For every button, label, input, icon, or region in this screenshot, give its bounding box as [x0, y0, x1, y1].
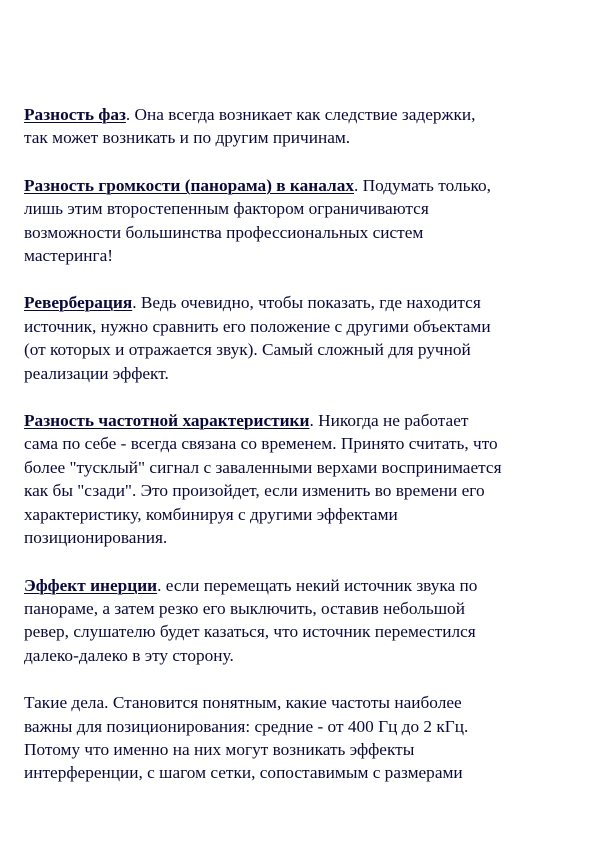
text-line: реализации эффект. — [24, 363, 169, 383]
paragraph-volume-difference — [24, 174, 584, 268]
text-line: далеко-далеко в эту сторону. — [24, 645, 234, 665]
term-heading: Реверберация — [24, 293, 133, 313]
paragraph-inertia-effect — [24, 574, 584, 668]
paragraph-frequency-response — [24, 409, 584, 549]
text-line — [24, 174, 584, 197]
text-line: панораме, а затем резко его выключить, оставив небольшой — [24, 598, 465, 618]
term-heading: Разность частотной характеристики — [24, 411, 310, 431]
text-line: лишь этим второстепенным фактором ограничиваются — [24, 199, 429, 219]
text-line — [24, 103, 584, 126]
text-line: более "тусклый" сигнал с заваленными верхами воспринимается — [24, 457, 502, 477]
text-line: характеристику, комбинируя с другими эффектами — [24, 504, 398, 524]
text-line: ревер, слушателю будет казаться, что источник переместился — [24, 622, 476, 642]
term-heading: Эффект инерции — [24, 575, 158, 595]
text-line: возможности большинства профессиональных систем — [24, 222, 424, 242]
term-heading: Разность фаз — [24, 105, 126, 124]
text-line: мастеринга! — [24, 246, 114, 266]
text-line — [24, 291, 584, 314]
text-run: . Она всегда возникает как следствие задержки, — [125, 105, 476, 124]
text-run: . Подумать только, — [354, 175, 491, 195]
text-line: (от которых и отражается звук). Самый сложный для ручной — [24, 340, 471, 360]
document-body — [24, 103, 584, 809]
paragraph-conclusion — [24, 691, 584, 785]
text-run: . Ведь очевидно, чтобы показать, где находится — [132, 293, 481, 313]
text-line: важны для позиционирования: средние - от 400 Гц до 2 кГц. — [24, 716, 469, 736]
text-line — [24, 409, 584, 432]
text-line: источник, нужно сравнить его положение с другими объектами — [24, 316, 491, 336]
paragraph-phase-difference — [24, 103, 584, 150]
text-line: сама по себе - всегда связана со временем. Принято считать, что — [24, 434, 498, 454]
text-line: Потому что именно на них могут возникать эффекты — [24, 739, 415, 759]
text-run: . Никогда не работает — [309, 411, 469, 431]
text-line: так может возникать и по другим причинам. — [24, 128, 351, 148]
text-line — [24, 574, 584, 597]
term-heading: Разность громкости (панорама) в каналах — [24, 175, 354, 195]
text-run: . если перемещать некий источник звука по — [157, 575, 478, 595]
text-line: позиционирования. — [24, 528, 168, 548]
paragraph-reverberation — [24, 291, 584, 385]
text-line: интерференции, с шагом сетки, сопоставимым с размерами — [24, 763, 463, 783]
text-line: как бы "сзади". Это произойдет, если изменить во времени его — [24, 481, 485, 501]
text-line: Такие дела. Становится понятным, какие частоты наиболее — [24, 693, 462, 713]
